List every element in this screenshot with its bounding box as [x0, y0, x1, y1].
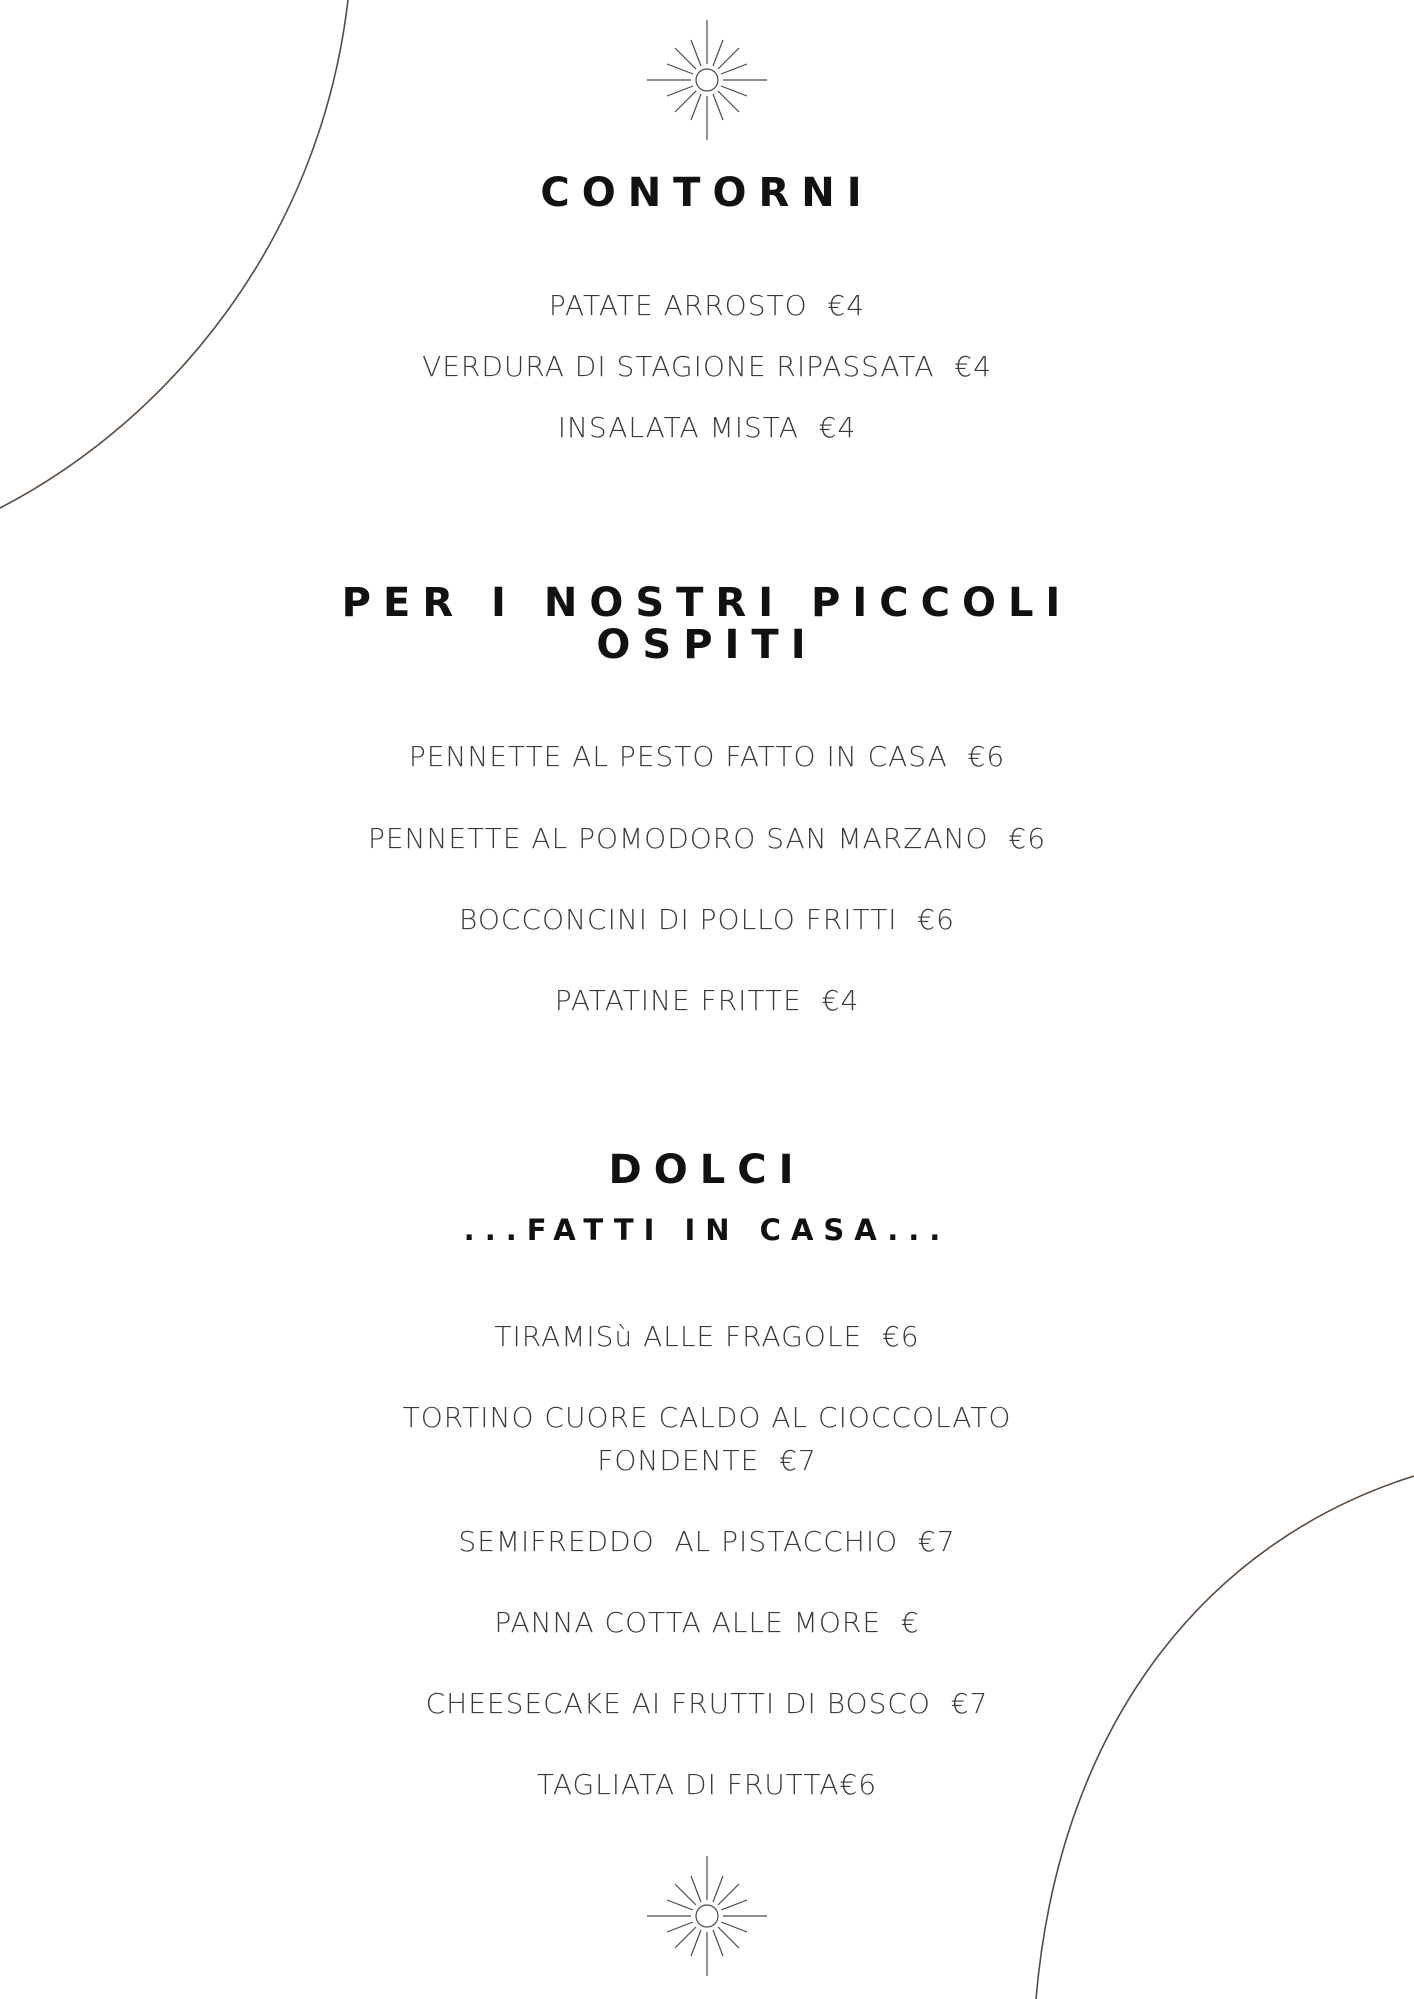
- menu-item: FONDENTE €7: [597, 1444, 817, 1477]
- sun-icon-top: [647, 20, 767, 140]
- menu-item: TIRAMISù ALLE FRAGOLE €6: [494, 1320, 920, 1353]
- sun-icon-bottom: [647, 1856, 767, 1976]
- section-title-piccoli: [0, 582, 1414, 666]
- section-title-line: OSPITI: [596, 622, 818, 668]
- menu-item: SEMIFREDDO AL PISTACCHIO €7: [458, 1525, 956, 1558]
- section-title-dolci: DOLCI: [608, 1147, 806, 1193]
- menu-item: PENNETTE AL PESTO FATTO IN CASA €6: [408, 740, 1006, 773]
- section-subtitle-dolci: ...FATTI IN CASA...: [463, 1213, 951, 1247]
- menu-item: TORTINO CUORE CALDO AL CIOCCOLATO: [402, 1401, 1012, 1434]
- menu-item: PATATINE FRITTE €4: [554, 984, 860, 1017]
- menu-item: TAGLIATA DI FRUTTA€6: [536, 1768, 878, 1801]
- section-title-contorni: CONTORNI: [540, 170, 874, 216]
- menu-item: PENNETTE AL POMODORO SAN MARZANO €6: [367, 822, 1047, 855]
- menu-item: VERDURA DI STAGIONE RIPASSATA €4: [422, 350, 992, 383]
- menu-item: PATATE ARROSTO €4: [548, 289, 866, 322]
- menu-item: INSALATA MISTA €4: [557, 411, 857, 444]
- section-title-line: PER I NOSTRI PICCOLI: [341, 580, 1073, 626]
- menu-item: PANNA COTTA ALLE MORE €: [494, 1606, 920, 1639]
- menu-item: CHEESECAKE AI FRUTTI DI BOSCO €7: [425, 1687, 989, 1720]
- menu-item: BOCCONCINI DI POLLO FRITTI €6: [459, 903, 955, 936]
